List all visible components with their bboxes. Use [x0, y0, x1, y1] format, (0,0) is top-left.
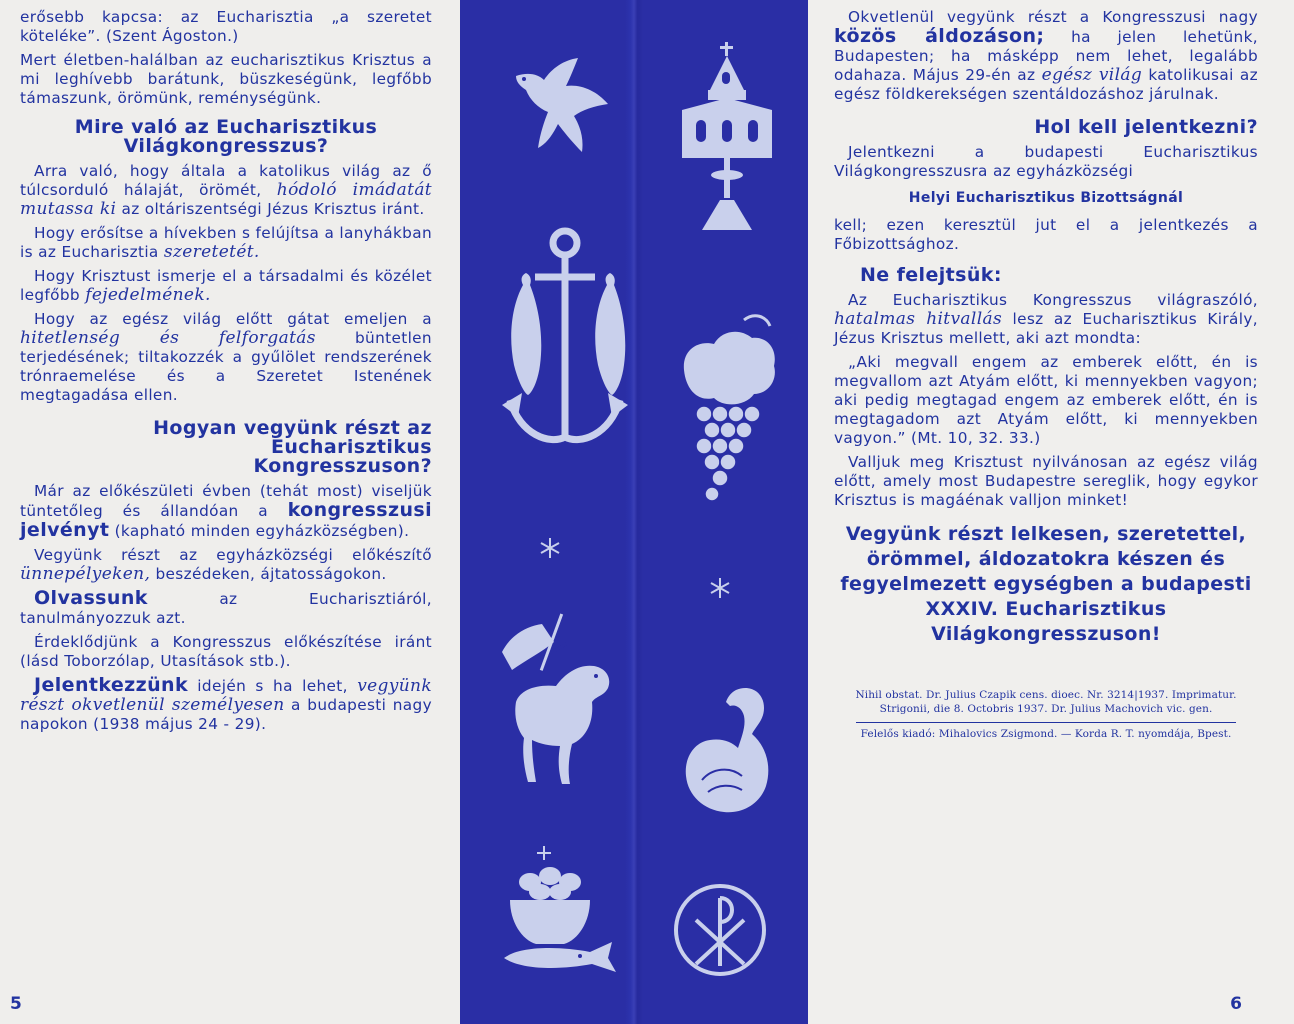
paragraph: Vegyünk részt az egyházközségi előkészítő ünnepélyeken, beszédeken, ájtatosságokon. — [20, 546, 432, 584]
bread-basket-fish-icon — [500, 840, 630, 990]
right-page — [808, 0, 1294, 1024]
section-heading: Hol kell jelentkezni? — [1034, 116, 1258, 138]
lamb-banner-icon — [496, 612, 626, 792]
paragraph: Az Eucharisztikus Kongresszus világraszóló, hatalmas hitvallás lesz az Eucharisztikus Király, Jézus Krisztus mellett, aki azt mondta: — [834, 291, 1258, 347]
section-heading: Ne felejtsük: — [860, 264, 1002, 286]
paragraph: Valljuk meg Krisztust nyilvánosan az egész világ előtt, amely most Budapestre sereglik, hogy egykor Krisztus is magáénak valljon minket! — [834, 453, 1258, 509]
closing-appeal: Vegyünk részt lelkesen, szeretettel, örömmel, áldozatokra készen és fegyelmezett egységben a budapesti XXXIV. Eucharisztikus Világkongresszuson! — [840, 523, 1252, 645]
section-heading: Hogyan vegyünk részt az Eucharisztikus Kongresszuson? — [153, 417, 432, 477]
section-heading: Mire való az Eucharisztikus Világkongresszus? — [74, 116, 378, 157]
grapes-icon — [674, 310, 784, 510]
paragraph: Olvassunk az Eucharisztiáról, tanulmányozzuk azt. — [20, 587, 432, 627]
paragraph: kell; ezen keresztül jut el a jelentkezés a Főbizottsághoz. — [834, 216, 1258, 253]
paragraph: Arra való, hogy általa a katolikus világ az ő túlcsorduló hálaját, örömét, hódoló imádatát mutassa ki az oltáriszentségi Jézus Krisztus iránt. — [20, 162, 432, 219]
imprimatur: Nihil obstat. Dr. Julius Czapik cens. dioec. Nr. 3214|1937. Imprimatur. Strigonii, die 8. Octobris 1937. Dr. Julius Machovich vic. gen. — [855, 689, 1237, 715]
paragraph: Mert életben-halálban az eucharisztikus Krisztus a mi leghívebb barátunk, büszkeségünk, legfőbb támaszunk, örömünk, reménységünk. — [20, 51, 432, 107]
chi-rho-icon — [670, 880, 770, 980]
paragraph: Hogy Krisztust ismerje el a társadalmi és közélet legfőbb fejedelmének. — [20, 267, 432, 305]
quotation: „Aki megvall engem az emberek előtt, én is megvallom azt Atyám előtt, ki mennyekben vagyon; aki pedig megtagad engem az emberek előtt, én is megtagadom azt Atyám előtt, ki mennyekben vagyon.” (Mt. 10, 32. 33.) — [834, 353, 1258, 447]
paragraph: Jelentkezni a budapesti Eucharisztikus Világkongresszusra az egyházközségi — [834, 143, 1258, 180]
committee-name: Helyi Eucharisztikus Bizottságnál — [908, 190, 1184, 206]
star-icon — [538, 536, 562, 560]
pelican-icon — [672, 680, 782, 820]
divider — [856, 722, 1236, 723]
paragraph: Érdeklődjünk a Kongresszus előkészítése iránt (lásd Toborzólap, Utasítások stb.). — [20, 633, 432, 670]
paragraph: Okvetlenül vegyünk részt a Kongresszusi nagy közös áldozáson; ha jelen lehetünk, Budapesten; ha másképp nem lehet, legalább odahaza. Május 29-én az egész világ katolikusai az egész földkerekségen szentáldozáshoz járulnak. — [834, 8, 1259, 103]
publisher-line: Felelős kiadó: Mihalovics Zsigmond. — Korda R. T. nyomdája, Bpest. — [860, 728, 1232, 740]
dove-icon — [508, 50, 618, 160]
page-number: 5 — [10, 994, 22, 1014]
page-number: 6 — [1230, 994, 1242, 1014]
anchor-fish-icon — [490, 225, 640, 465]
star-icon — [708, 576, 732, 600]
paragraph: Hogy erősítse a hívekben s felújítsa a lanyhákban is az Eucharisztia szeretetét. — [20, 224, 432, 262]
symbol-strip — [460, 0, 808, 1024]
left-page — [0, 0, 460, 1024]
church-monstrance-icon — [672, 40, 782, 240]
paragraph: erősebb kapcsa: az Eucharisztia „a szeretet köteléke”. (Szent Ágoston.) — [20, 8, 432, 45]
paragraph: Hogy az egész világ előtt gátat emeljen a hitetlenség és felforgatás büntetlen terjedésének; tiltakozzék a gyűlölet rendszerének trónraemelése és a Szeretet Istenének megtagadása ellen. — [20, 310, 432, 404]
paragraph: Már az előkészületi évben (tehát most) viseljük tüntetőleg és állandóan a kongresszusi jelvényt (kapható minden egyházközségben). — [20, 482, 432, 541]
paragraph: Jelentkezzünk idején s ha lehet, vegyünk részt okvetlenül személyesen a budapesti nagy napokon (1938 május 24 - 29). — [20, 674, 432, 733]
